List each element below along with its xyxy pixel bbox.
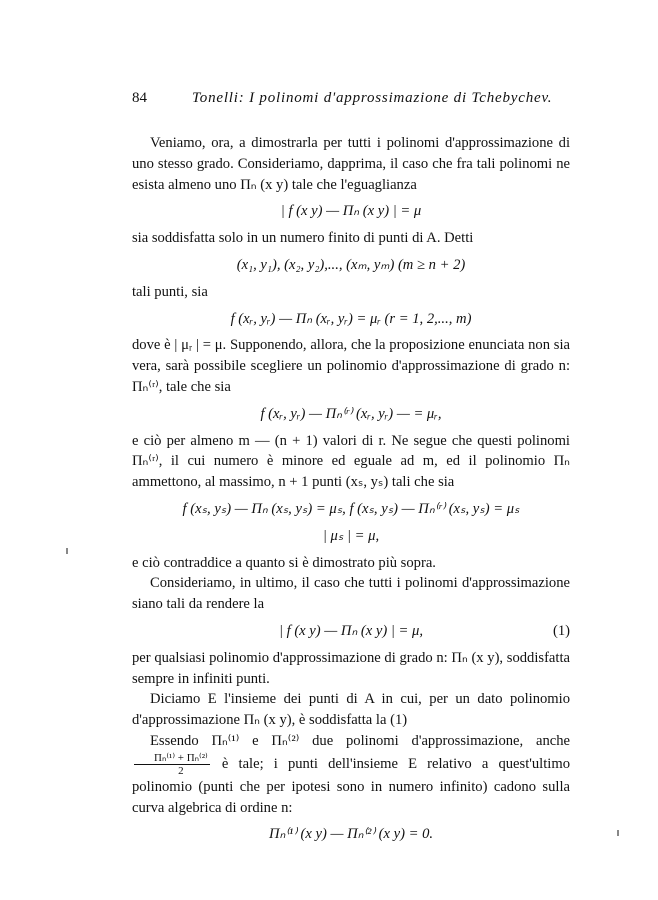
running-head: Tonelli: I polinomi d'approssimazione di Tchebychev. [192,90,553,106]
paragraph: tali punti, sia [132,283,208,300]
paragraph: sia soddisfatta solo in un numero finito di punti di A. Detti [132,230,474,247]
fraction-denominator: 2 [178,764,184,777]
scan-speck [66,548,68,554]
paragraph: Consideriamo, in ultimo, il caso che tutti i polinomi d'approssimazione siano tali da rendere la [132,575,570,613]
scan-speck [617,830,619,836]
page-number: 84 [132,90,147,106]
paragraph: dove è | μᵣ | = μ. Supponendo, allora, che la proposizione enunciata non sia vera, sarà possibile scegliere un polinomio d'approssimazione di grado n: Πₙ⁽ʳ⁾, tale che sia [132,337,570,395]
paragraph: Veniamo, ora, a dimostrarla per tutti i polinomi d'approssimazione di uno stesso grado. Consideriamo, dapprima, il caso che fra tali polinomi ne esista almeno uno Πₙ (x y) tale che l'eguaglianza [132,135,570,193]
paragraph-text: è tale; i punti dell'insieme E relativo a quest'ultimo polinomio (punti che per ipotesi sono in numero infinito) cadono sulla curva algebrica di ordine n: [132,755,570,816]
equation: | μₛ | = μ, [322,527,380,544]
equation: | f (x y) — Πₙ (x y) | = μ, [278,622,424,639]
paragraph: Diciamo E l'insieme dei punti di A in cui, per un dato polinomio d'approssimazione Πₙ (x y), è soddisfatta la (1) [132,691,570,729]
paragraph [132,731,570,818]
equation: f (xᵣ, yᵣ) — Πₙ⁽ʳ⁾ (xᵣ, yᵣ) — = μᵣ, [260,405,442,422]
equation: f (xₛ, yₛ) — Πₙ (xₛ, yₛ) = μₛ, f (xₛ, yₛ) — Πₙ⁽ʳ⁾ (xₛ, yₛ) = μₛ [182,500,520,517]
equation: Πₙ⁽¹⁾ (x y) — Πₙ⁽²⁾ (x y) = 0. [268,826,434,843]
equation: (x₁, y₁), (x₂, y₂),..., (xₘ, yₘ) (m ≥ n + 2) [236,256,466,273]
page-header [132,90,572,110]
equation: f (xᵣ, yᵣ) — Πₙ (xᵣ, yᵣ) = μᵣ (r = 1, 2,..., m) [230,310,472,327]
fraction [134,752,210,777]
main-text [132,133,570,851]
equation-number: (1) [552,622,570,639]
paragraph: e ciò contraddice a quanto si è dimostrato più sopra. [132,554,436,571]
paragraph: e ciò per almeno m — (n + 1) valori di r. Ne segue che questi polinomi Πₙ⁽ʳ⁾, il cui numero è minore ed eguale ad m, ed il polinomio Πₙ ammettono, al massimo, n + 1 punti (xₛ, yₛ) tali che sia [132,432,570,491]
fraction-numerator: Πₙ⁽¹⁾ + Πₙ⁽²⁾ [134,752,210,765]
paragraph: per qualsiasi polinomio d'approssimazione di grado n: Πₙ (x y), soddisfatta sempre in infiniti punti. [132,649,570,687]
equation-numbered [132,621,570,642]
equation: | f (x y) — Πₙ (x y) | = μ [280,203,422,220]
paragraph-text: Essendo Πₙ⁽¹⁾ e Πₙ⁽²⁾ due polinomi d'approssimazione, anche [150,732,570,749]
